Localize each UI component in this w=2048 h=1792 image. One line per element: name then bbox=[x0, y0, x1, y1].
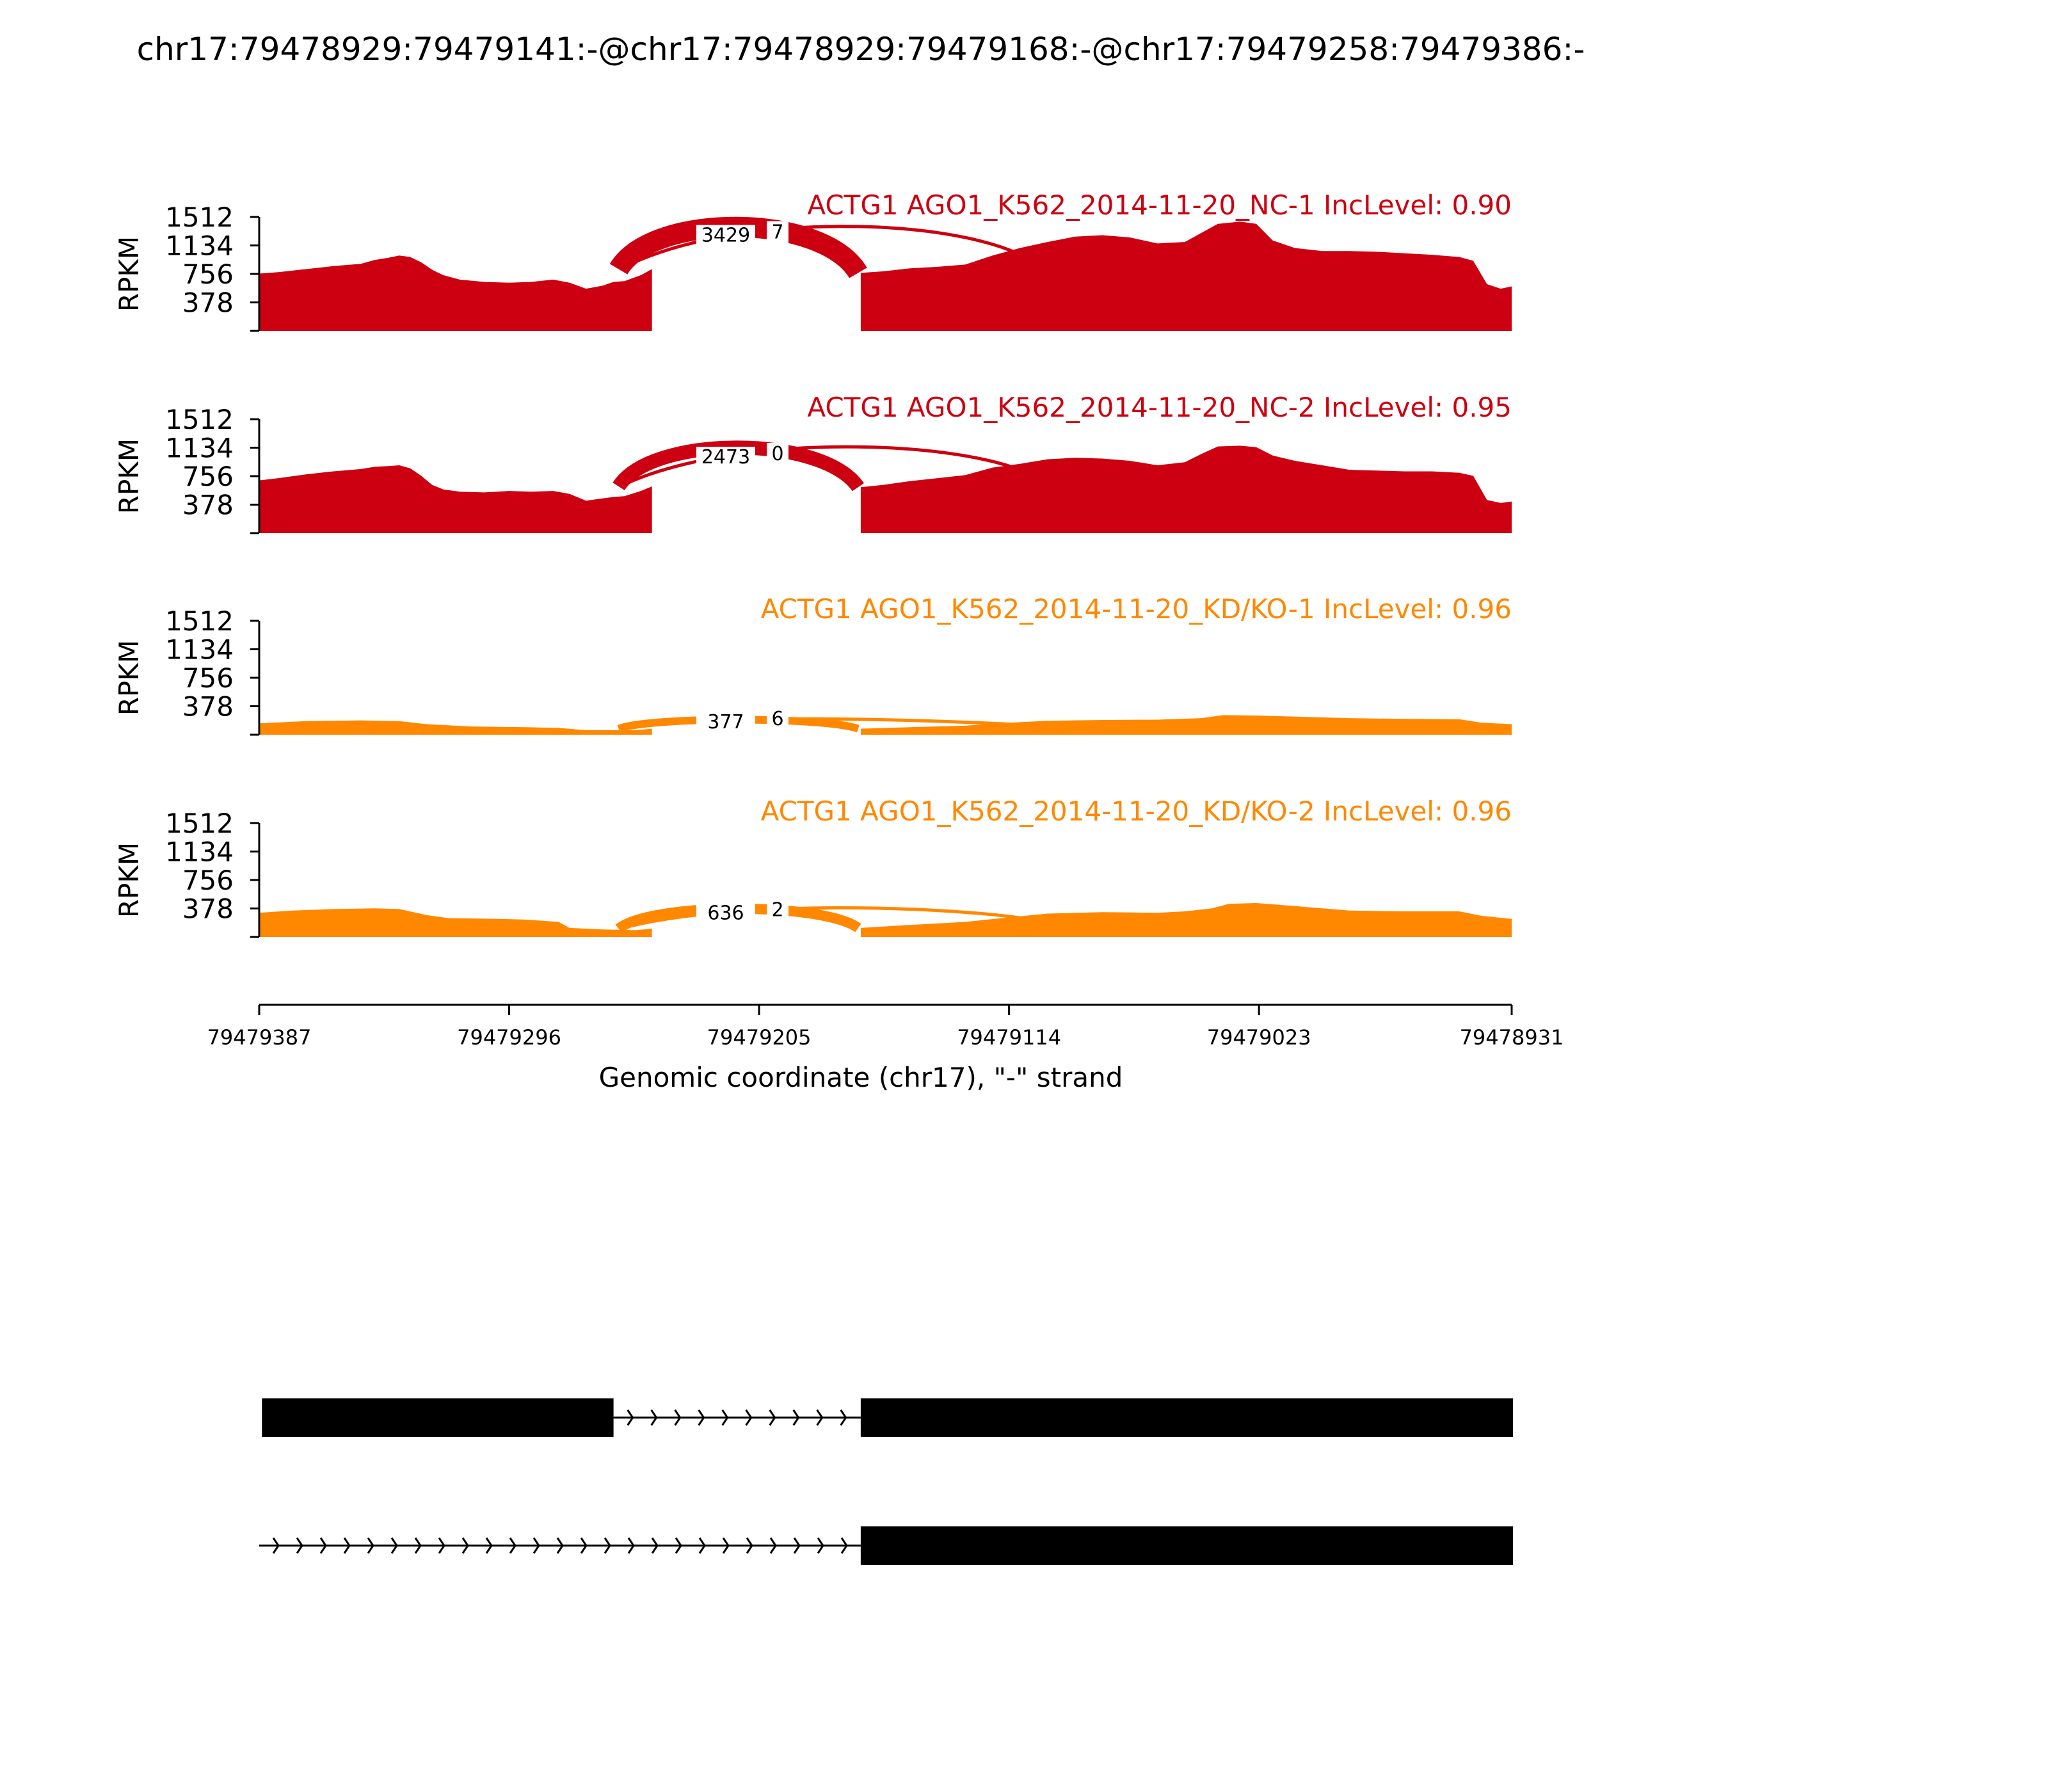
tracks-group bbox=[113, 189, 1512, 937]
y-axis-label: RPKM bbox=[113, 236, 145, 312]
y-tick-label: 378 bbox=[182, 287, 234, 319]
x-tick-label: 79479205 bbox=[707, 1025, 812, 1050]
y-tick-label: 1134 bbox=[165, 230, 234, 262]
track-label: ACTG1 AGO1_K562_2014-11-20_KD/KO-2 IncLevel: 0.96 bbox=[760, 796, 1512, 827]
junction-count-short: 0 bbox=[771, 443, 784, 466]
junction-count-long: 636 bbox=[707, 902, 744, 925]
y-tick-label: 378 bbox=[182, 691, 234, 723]
junction-count-long: 3429 bbox=[701, 224, 751, 247]
track-3 bbox=[113, 593, 1512, 735]
track-label: ACTG1 AGO1_K562_2014-11-20_NC-1 IncLevel: 0.90 bbox=[807, 189, 1512, 221]
x-tick-label: 79478931 bbox=[1459, 1025, 1564, 1050]
coverage-area-2 bbox=[861, 445, 1512, 533]
y-tick-label: 756 bbox=[182, 865, 234, 896]
y-tick-label: 378 bbox=[182, 489, 234, 521]
transcript-2 bbox=[259, 1526, 1513, 1565]
y-axis-label: RPKM bbox=[113, 639, 145, 716]
y-axis-label: RPKM bbox=[113, 842, 145, 918]
y-tick-label: 756 bbox=[182, 259, 234, 290]
y-tick-label: 1134 bbox=[165, 634, 234, 666]
exon-block bbox=[861, 1398, 1513, 1437]
x-axis-label: Genomic coordinate (chr17), "-" strand bbox=[598, 1062, 1123, 1093]
coverage-area-1 bbox=[259, 465, 652, 533]
y-tick-label: 1134 bbox=[165, 432, 234, 464]
exon-block bbox=[861, 1526, 1513, 1565]
y-tick-label: 1512 bbox=[165, 605, 234, 637]
track-1 bbox=[113, 189, 1512, 331]
junction-count-short: 2 bbox=[771, 899, 784, 922]
track-label: ACTG1 AGO1_K562_2014-11-20_NC-2 IncLevel: 0.95 bbox=[807, 392, 1512, 423]
coverage-area-1 bbox=[259, 908, 652, 937]
junction-count-long: 377 bbox=[707, 710, 744, 733]
coverage-area-2 bbox=[861, 903, 1512, 937]
x-axis bbox=[207, 1005, 1564, 1050]
track-label: ACTG1 AGO1_K562_2014-11-20_KD/KO-1 IncLevel: 0.96 bbox=[760, 593, 1512, 625]
track-2 bbox=[113, 392, 1512, 533]
y-tick-label: 1512 bbox=[165, 202, 234, 233]
x-tick-label: 79479387 bbox=[207, 1025, 312, 1050]
gene-model bbox=[259, 1398, 1513, 1565]
x-tick-label: 79479023 bbox=[1206, 1025, 1311, 1050]
junction-count-short: 6 bbox=[771, 707, 784, 730]
y-tick-label: 1134 bbox=[165, 836, 234, 868]
coverage-area-2 bbox=[861, 221, 1512, 331]
y-tick-label: 378 bbox=[182, 893, 234, 925]
y-axis-label: RPKM bbox=[113, 438, 145, 515]
junction-count-short: 7 bbox=[771, 221, 784, 244]
y-tick-label: 1512 bbox=[165, 808, 234, 839]
exon-block bbox=[262, 1398, 613, 1437]
x-tick-label: 79479114 bbox=[957, 1025, 1062, 1050]
y-tick-label: 756 bbox=[182, 662, 234, 694]
y-tick-label: 1512 bbox=[165, 404, 234, 435]
coverage-area-1 bbox=[259, 255, 652, 331]
transcript-1 bbox=[262, 1398, 1513, 1437]
x-tick-label: 79479296 bbox=[457, 1025, 561, 1050]
track-4 bbox=[113, 796, 1512, 937]
figure-title: chr17:79478929:79479141:-@chr17:79478929:79479168:-@chr17:79479258:79479386:- bbox=[136, 31, 1585, 68]
y-tick-label: 756 bbox=[182, 461, 234, 492]
coverage-area-2 bbox=[861, 715, 1512, 735]
coverage-area-1 bbox=[259, 721, 652, 735]
junction-count-long: 2473 bbox=[701, 446, 751, 469]
